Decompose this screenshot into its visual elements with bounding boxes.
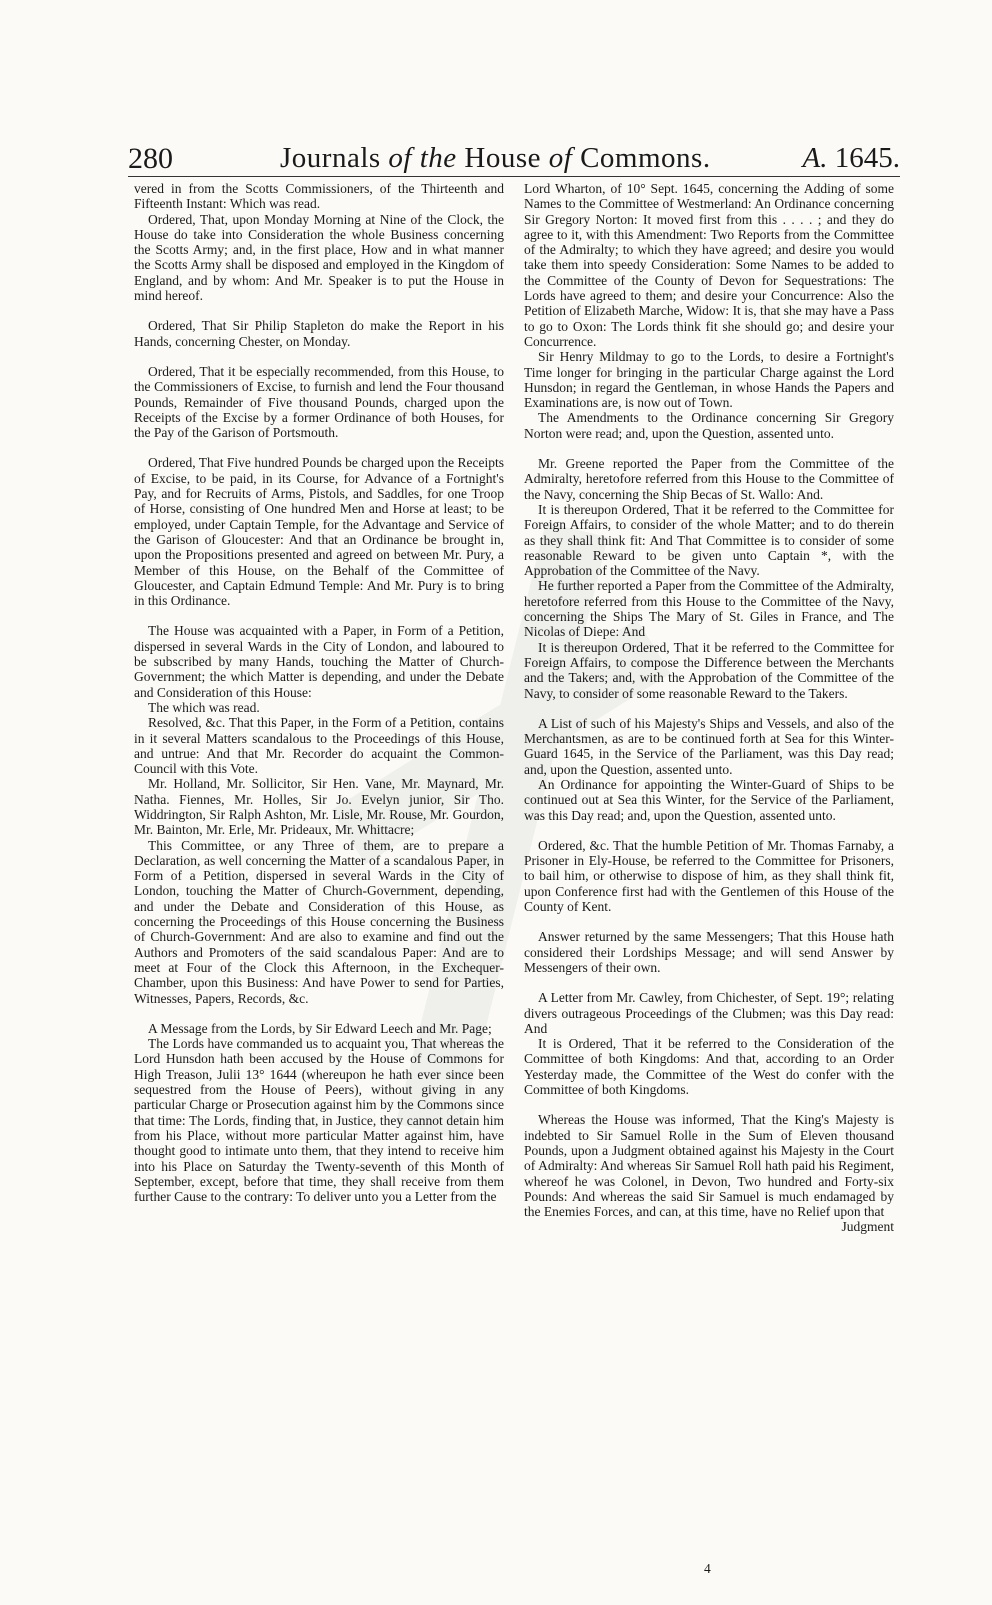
paragraph: This Committee, or any Three of them, are to prepare a Declaration, as well concerning the Matter of a scandalous Paper, in Form of a Petition, dispersed in several Wards in the City of London, touching the Matter of Church-Government, depending, and under the Debate and Consideration of this House, as concerning the Proceedings of this House concerning the Business of Church-Government: And are also to examine and find out the Authors and Promoters of the said scandalous Paper: And are to meet at Four of the Clock this Afternoon, in the Exchequer-Chamber, upon this Business: And have Power to send for Parties, Witnesses, Papers, Records, &c. [134,837,504,1006]
catchword: Judgment [841,1219,894,1235]
page-number: 280 [128,142,173,175]
title-word: of [388,142,412,174]
paragraph: The Amendments to the Ordinance concerning Sir Gregory Norton were read; and, upon the Question, assented unto. [524,410,894,441]
title-word: the [419,142,457,174]
paragraph: Sir Henry Mildmay to go to the Lords, to desire a Fortnight's Time longer for bringing in the particular Charge against the Lord Hunsdon; in regard the Gentleman, in whose Hands the Papers and Examinations are, is now out of Town. [524,349,894,411]
paragraph: A Message from the Lords, by Sir Edward Leech and Mr. Page; [148,1020,492,1036]
year-prefix: A. [802,142,828,174]
paragraph: The Lords have commanded us to acquaint you, That whereas the Lord Hunsdon hath been accused by the House of Commons for High Treason, Julii 13° 1644 (whereupon he hath ever since been sequestred from the House of Peers), without giving in any particular Charge or Prosecution against him by the Commons since that time: The Lords, finding that, in Justice, they cannot detain him from his Place, without more particular Matter against him, have thought good to intimate unto them, that they intend to receive him into his Place on Saturday the Twenty-seventh of this Month of September, except, before that time, they shall receive from them further Cause to the contrary: To deliver unto you a Letter from the [134,1036,504,1205]
paragraph: It is thereupon Ordered, That it be referred to the Committee for Foreign Affairs, to compose the Difference between the Merchants and the Takers; and, with the Approbation of the Committee of the Navy, to consider of some reasonable Reward to the Takers. [524,639,894,701]
paragraph: A List of such of his Majesty's Ships and Vessels, and also of the Merchantsmen, as are to be continued forth at Sea for this Winter-Guard 1645, in the Service of the Parliament, was this Day read; and, upon the Question, assented unto. [524,715,894,777]
year-heading [803,142,900,175]
paragraph: Answer returned by the same Messengers; That this House hath considered their Lordships Message; and will send Answer by Messengers of their own. [524,929,894,975]
paragraph: It is Ordered, That it be referred to the Consideration of the Committee of both Kingdoms: And that, according to an Order Yesterday made, the Committee of the West do confer with the Committee of both Kingdoms. [524,1036,894,1098]
paragraph: Whereas the House was informed, That the King's Majesty is indebted to Sir Samuel Rolle in the Sum of Eleven thousand Pounds, upon a Judgment obtained against his Majesty in the Court of Admiralty: And whereas Sir Samuel Roll hath paid his Regiment, whereof he was Colonel, in Devon, Two hundred and Forty-six Pounds: And whereas the said Sir Samuel is much endamaged by the Enemies Forces, and can, at this time, have no Relief upon that [524,1112,894,1220]
year-value: 1645. [834,142,900,174]
paragraph: Ordered, &c. That the humble Petition of Mr. Thomas Farnaby, a Prisoner in Ely-House, be referred to the Committee for Prisoners, to bail him, or otherwise to dispose of him, as they shall think fit, upon Conference first had with the Gentlemen of this House of the County of Kent. [524,837,894,915]
paragraph: Lord Wharton, of 10° Sept. 1645, concerning the Adding of some Names to the Committee of Westmerland: An Ordinance concerning Sir Gregory Norton: It moved first from this . . . . ; and they do agree to it, with this Amendment: Two Reports from the Committee of the Admiralty; to which they have agreed; and desire you would take them into speedy Consideration: Some Names to be added to the Committee of the County of Devon for Sequestrations: The Lords have agreed to them; and desire your Concurrence: Also the Petition of Elizabeth Marche, Widow: It is, that she may have a Pass to go to Oxon: The Lords think fit she should go; and desire your Concurrence. [524,181,894,349]
paragraph: Resolved, &c. That this Paper, in the Form of a Petition, contains in it several Matters scandalous to the Proceedings of this House, and untrue: And that Mr. Recorder do acquaint the Common-Council with this Vote. [134,715,504,777]
paragraph: Ordered, That it be especially recommended, from this House, to the Commissioners of Excise, to furnish and lend the Four thousand Pounds, Remainder of Five thousand Pounds, charged upon the Receipts of the Excise by a former Ordinance of both Houses, for the Pay of the Garison of Portsmouth. [134,363,504,441]
paragraph: He further reported a Paper from the Committee of the Admiralty, heretofore referred from this House to the Committee of the Navy, concerning the Ships The Mary of St. Giles in France, and The Nicolas of Diepe: And [524,578,894,640]
title-word: Journals [280,142,381,174]
page-header [128,140,900,177]
title-word: of [548,142,573,174]
paragraph: Ordered, That Sir Philip Stapleton do make the Report in his Hands, concerning Chester, on Monday. [134,318,504,349]
paragraph: The House was acquainted with a Paper, in Form of a Petition, dispersed in several Wards in the City of London, and laboured to be subscribed by many Hands, touching the Matter of Church-Government; the which Matter is depending, and under the Debate and Consideration of this House: [134,623,504,700]
title-word: Commons. [580,142,711,174]
right-column [524,181,894,1561]
paragraph: The which was read. [148,699,260,715]
paragraph: Mr. Holland, Mr. Sollicitor, Sir Hen. Vane, Mr. Maynard, Mr. Natha. Fiennes, Mr. Holles, Sir Jo. Evelyn junior, Sir Tho. Widdrington, Sir Ralph Ashton, Mr. Lisle, Mr. Rouse, Mr. Gourdon, Mr. Bainton, Mr. Erle, Mr. Prideaux, Mr. Whittacre; [134,776,504,838]
paragraph: Ordered, That Five hundred Pounds be charged upon the Receipts of Excise, to be paid, in its Course, for Advance of a Fortnight's Pay, and for Recruits of Arms, Pistols, and Saddles, for one Troop of Horse, consisting of One hundred Men and Horse at least; to be employed, under Captain Temple, for the Advantage and Service of the Garison of Gloucester: And that an Ordinance be brought in, upon the Propositions presented and agreed on between Mr. Pury, a Member of this House, on the Behalf of the Committee of Gloucester, and Captain Edmund Temple: And Mr. Pury is to bring in this Ordinance. [134,455,504,609]
paragraph: A Letter from Mr. Cawley, from Chichester, of Sept. 19°; relating divers outrageous Proceedings of the Clubmen; was this Day read: And [524,990,894,1036]
paragraph: Mr. Greene reported the Paper from the Committee of the Admiralty, heretofore referred from this House to the Committee of the Navy, concerning the Ship Becas of St. Wallo: And. [524,456,894,502]
paragraph: An Ordinance for appointing the Winter-Guard of Ships to be continued out at Sea this Winter, for the Service of the Parliament, was this Day read; and, upon the Question, assented unto. [524,776,894,823]
left-column [134,181,504,1561]
paragraph: Ordered, That, upon Monday Morning at Nine of the Clock, the House do take into Consideration the whole Business concerning the Scotts Army; and, in the first place, How and in what manner the Scotts Army shall be disposed and employed in the Kingdom of England, and by whom: And Mr. Speaker is to put the House in mind hereof. [134,211,504,304]
paragraph: It is thereupon Ordered, That it be referred to the Committee for Foreign Affairs, to consider of the whole Matter; and to do therein as they shall think fit: And That Committee is to consider of some reasonable Reward to be given unto Captain *, with the Approbation of the Committee of the Navy. [524,501,894,579]
running-title [280,142,711,175]
signature-mark: 4 [704,1561,711,1576]
title-word: House [464,142,542,174]
paragraph: vered in from the Scotts Commissioners, of the Thirteenth and Fifteenth Instant: Which was read. [134,181,504,212]
